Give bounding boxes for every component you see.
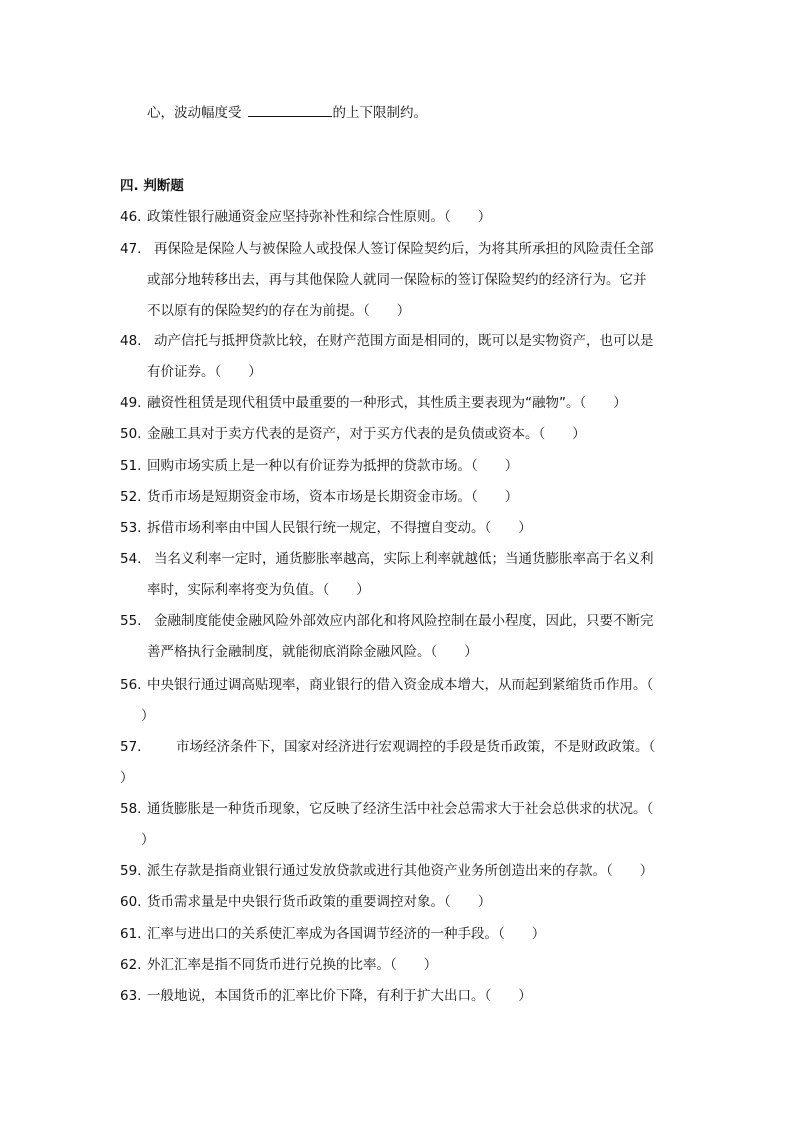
question-number: 52. [120, 489, 142, 505]
question-number: 59. [120, 863, 142, 879]
question-number: 49. [120, 395, 142, 411]
question-text-line: 率时，实际利率将变为负值。（ ） [147, 582, 370, 598]
question-number: 55. [120, 613, 142, 629]
question-number: 48. [120, 333, 142, 349]
question-text-line: 再保险是保险人与被保险人或投保人签订保险契约后，为将其所承担的风险责任全部 [154, 241, 654, 257]
question-text-line: 市场经济条件下，国家对经济进行宏观调控的手段是货币政策，不是财政政策。（ [176, 739, 656, 755]
question-number: 58. [120, 801, 142, 817]
question-text-line: 一般地说，本国货币的汇率比价下降，有利于扩大出口。（ ） [147, 988, 532, 1004]
question-number: 60. [120, 894, 142, 910]
question-text-line: 派生存款是指商业银行通过发放贷款或进行其他资产业务所创造出来的存款。（ ） [147, 863, 654, 879]
intro-line [147, 104, 427, 122]
question-number: 47. [120, 241, 142, 257]
question-text-line: 不以原有的保险契约的存在为前提。（ ） [147, 303, 411, 319]
question-number: 46. [120, 209, 142, 225]
question-number: 51. [120, 458, 142, 474]
question-text-line: 融资性租赁是现代租赁中最重要的一种形式，其性质主要表现为“融物”。（ ） [147, 395, 627, 411]
question-text-line: 或部分地转移出去，再与其他保险人就同一保险标的签订保险契约的经济行为。它并 [147, 272, 647, 288]
question-text-line: ） [120, 770, 134, 786]
question-number: 54. [120, 551, 142, 567]
question-text-line: 汇率与进出口的关系使汇率成为各国调节经济的一种手段。（ ） [147, 926, 546, 942]
question-text-line: 通货膨胀是一种货币现象，它反映了经济生活中社会总需求大于社会总供求的状况。（ [147, 801, 654, 817]
question-text-line: 货币需求量是中央银行货币政策的重要调控对象。（ ） [147, 894, 492, 910]
question-text-line: 有价证券。（ ） [147, 364, 262, 380]
section-title: 四. 判断题 [120, 178, 184, 194]
question-text-line: 中央银行通过调高贴现率，商业银行的借入资金成本增大，从而起到紧缩货币作用。（ [147, 677, 654, 693]
question-text-line: 动产信托与抵押贷款比较，在财产范围方面是相同的，既可以是实物资产，也可以是 [154, 333, 654, 349]
fill-in-blank [248, 104, 332, 117]
question-text-line: 回购市场实质上是一种以有价证券为抵押的贷款市场。（ ） [147, 458, 519, 474]
question-text-line: 拆借市场利率由中国人民银行统一规定，不得擅自变动。（ ） [147, 520, 532, 536]
question-text-line: 当名义利率一定时，通货膨胀率越高，实际上利率就越低；当通货膨胀率高于名义利 [154, 551, 654, 567]
question-text-line: 外汇汇率是指不同货币进行兑换的比率。（ ） [147, 957, 438, 973]
question-number: 61. [120, 926, 142, 942]
question-text-line: ） [141, 708, 155, 724]
question-text-line: 金融工具对于卖方代表的是资产，对于买方代表的是负债或资本。（ ） [147, 426, 586, 442]
question-number: 50. [120, 426, 142, 442]
question-number: 62. [120, 957, 142, 973]
question-number: 63. [120, 988, 142, 1004]
question-number: 57. [120, 739, 142, 755]
question-number: 56. [120, 677, 142, 693]
intro-prefix: 心，波动幅度受 [147, 105, 242, 121]
question-text-line: 善严格执行金融制度，就能彻底消除金融风险。（ ） [147, 644, 478, 660]
question-text-line: 金融制度能使金融风险外部效应内部化和将风险控制在最小程度，因此，只要不断完 [154, 613, 654, 629]
question-text-line: 政策性银行融通资金应坚持弥补性和综合性原则。（ ） [147, 209, 492, 225]
question-text-line: 货币市场是短期资金市场，资本市场是长期资金市场。（ ） [147, 489, 519, 505]
question-text-line: ） [141, 832, 155, 848]
question-number: 53. [120, 520, 142, 536]
intro-suffix: 的上下限制约。 [332, 105, 427, 121]
